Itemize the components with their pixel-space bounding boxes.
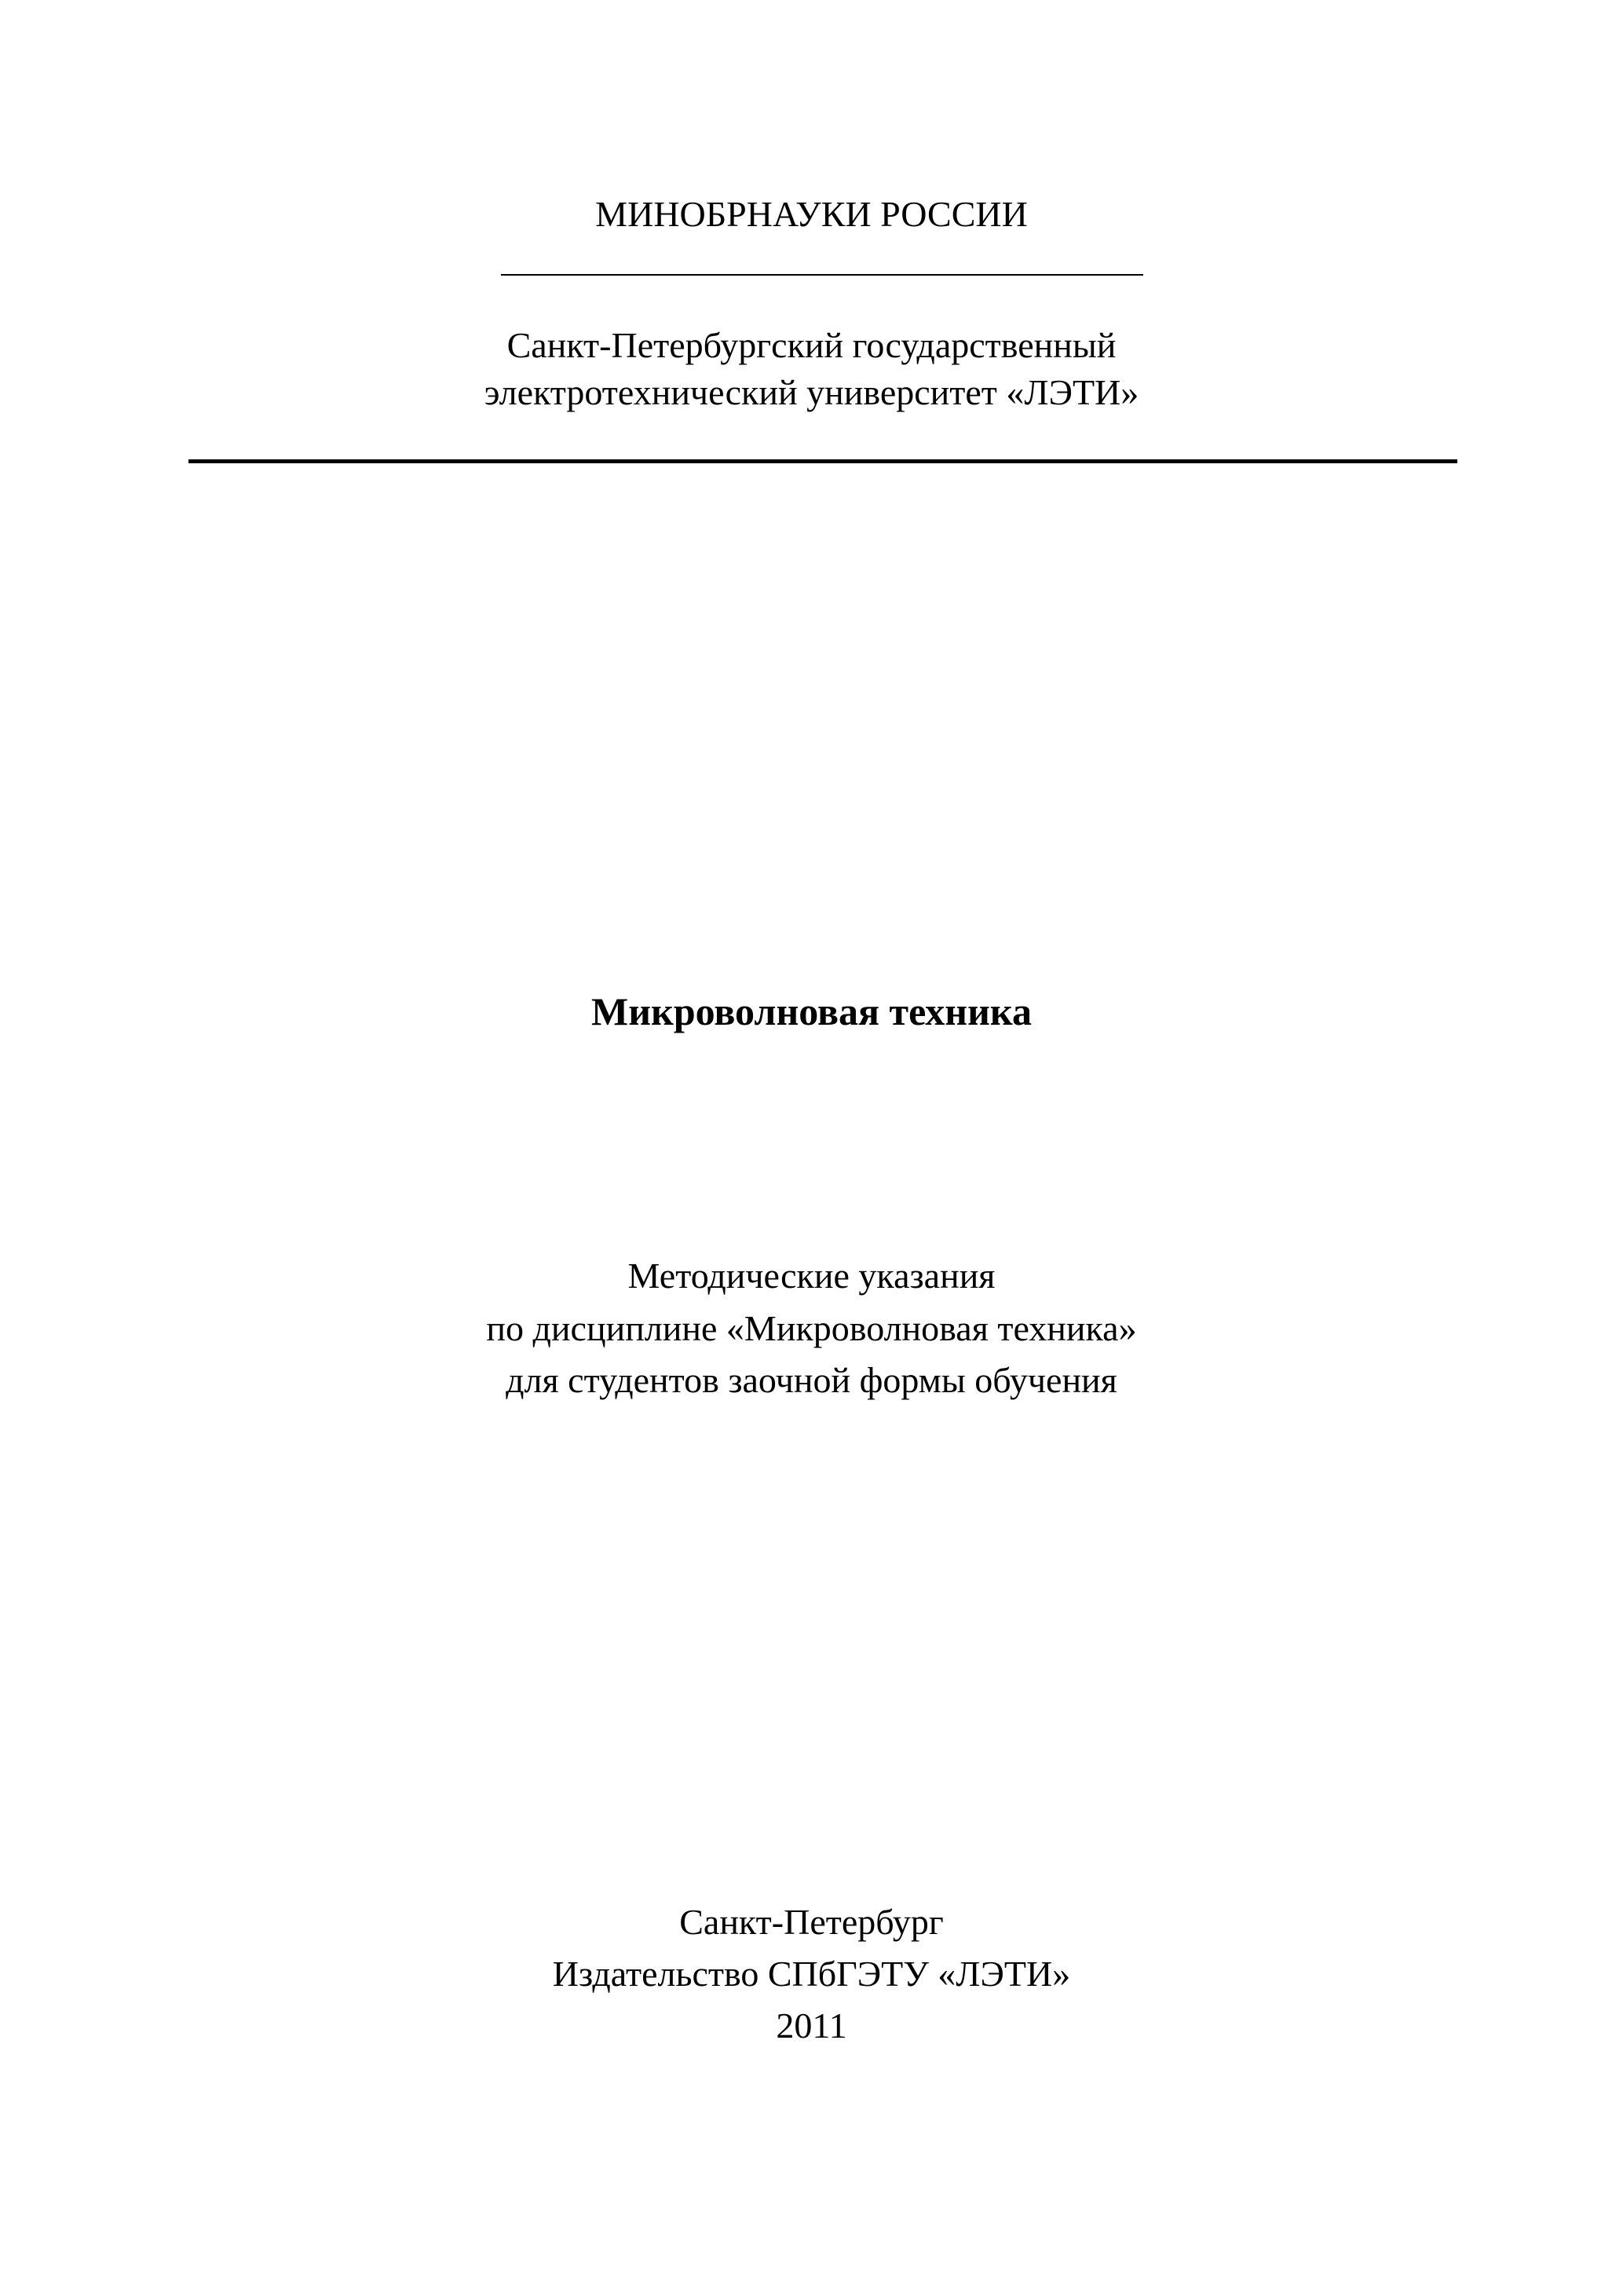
subtitle-line-3: для студентов заочной формы обучения <box>506 1360 1117 1400</box>
publication-city: Санкт-Петербург <box>679 1902 944 1942</box>
header-thin-divider <box>501 274 1143 276</box>
publication-year: 2011 <box>776 2005 847 2046</box>
header-thick-divider <box>188 459 1457 463</box>
university-name-line-1: Санкт-Петербургский государственный <box>506 325 1117 365</box>
subtitle-line-2: по дисциплине «Микроволновая техника» <box>486 1308 1137 1348</box>
subtitle-line-1: Методические указания <box>627 1256 996 1296</box>
ministry-heading: МИНОБРНАУКИ РОССИИ <box>595 194 1028 234</box>
document-title: Микроволновая техника <box>591 989 1032 1033</box>
university-name-line-2: электротехнический университет «ЛЭТИ» <box>484 372 1139 412</box>
publisher-name: Издательство СПбГЭТУ «ЛЭТИ» <box>552 1954 1071 1994</box>
